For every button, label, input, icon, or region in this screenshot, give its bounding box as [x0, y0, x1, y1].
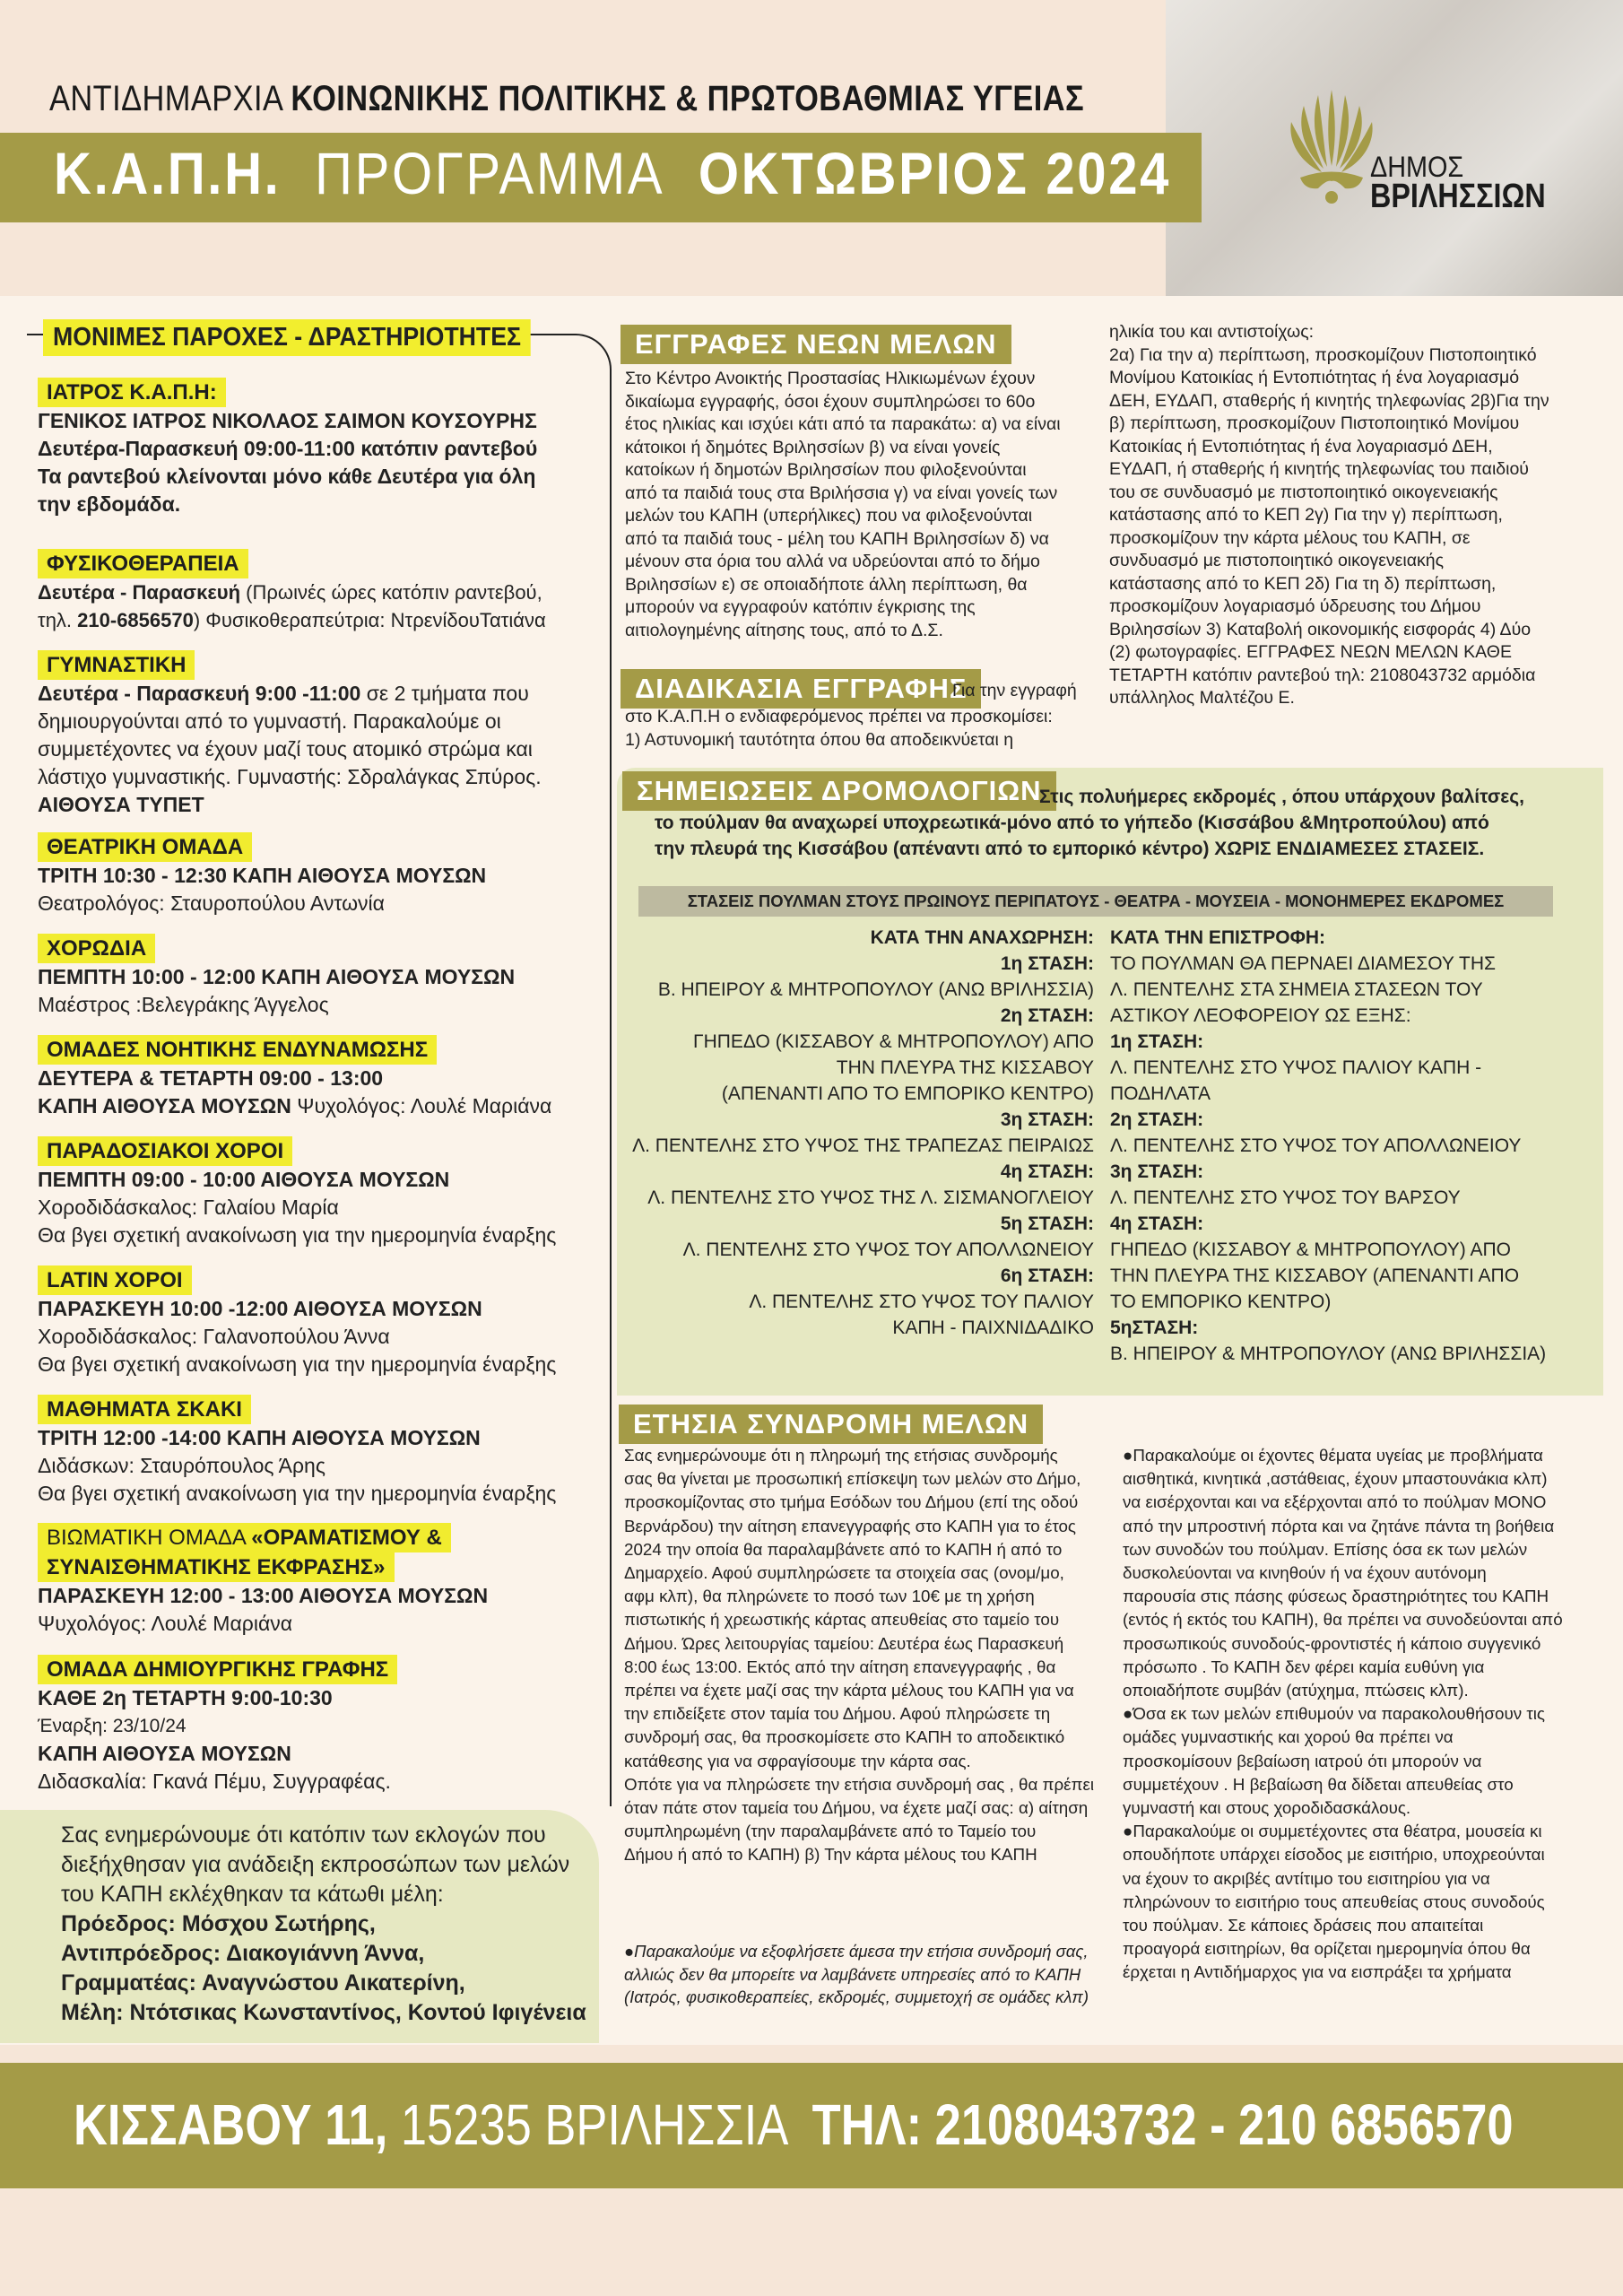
route-line: ΤΟ ΠΟΥΛΜΑΝ ΘΑ ΠΕΡΝΑΕΙ ΔΙΑΜΕΣΟΥ ΤΗΣ [1110, 953, 1496, 974]
text-line: ηλικία του και αντιστοίχως: [1109, 322, 1315, 342]
route-line: Λ. ΠΕΝΤΕΛΗΣ ΣΤΟ ΥΨΟΣ ΤΟΥ ΑΠΟΛΛΩΝΕΙΟΥ [1110, 1135, 1522, 1156]
writing-section: ΟΜΑΔΑ ΔΗΜΙΟΥΡΓΙΚΗΣ ΓΡΑΦΗΣ ΚΑΘΕ 2η ΤΕΤΑΡΤΗ 9:00-10:30 Έναρξη: 23/10/24 ΚΑΠΗ ΑΙΘΟΥΣΑ ΜΟΥΣΩΝ Διδασκαλία: Γκανά Πέμυ, Συγγραφέας. [38, 1655, 594, 1796]
header-subtitle: ΑΝΤΙΔΗΜΑΡΧΙΑ ΚΟΙΝΩΝΙΚΗΣ ΠΟΛΙΤΙΚΗΣ & ΠΡΩΤΟΒΑΘΜΙΑΣ ΥΓΕΙΑΣ [49, 79, 1085, 118]
text-line: ●Παρακαλούμε οι έχοντες θέματα υγείας με προβλήματα [1123, 1446, 1543, 1465]
text-line: κατάθεσης για να σφραγίσουμε την κάρτα σας. [624, 1751, 971, 1770]
text-line: κατάστασης από το ΚΕΠ 2γ) Για την γ) περίπτωση, [1109, 505, 1503, 525]
theatre-section: ΘΕΑΤΡΙΚΗ ΟΜΑΔΑ ΤΡΙΤΗ 10:30 - 12:30 ΚΑΠΗ ΑΙΘΟΥΣΑ ΜΟΥΣΩΝ Θεατρολόγος: Σταυροπούλου Αντωνία [38, 832, 594, 918]
doctor-note: Τα ραντεβού κλείνονται μόνο κάθε Δευτέρα για όλη [38, 465, 536, 488]
text-line: δικαίωμα εγγραφής, όσοι έχουν συμπληρώσει το 60ο [625, 391, 1036, 412]
fee-text [624, 1444, 1108, 1867]
route-line: 3η ΣΤΑΣΗ: [1110, 1161, 1204, 1182]
text-line: ΔΕΗ, ΕΥΔΑΠ, σταθερής ή κινητής τηλεφωνίας 2β)Για την [1109, 390, 1549, 411]
text-line: οποιαδήποτε συμβάν (ατύχημα, πτώσεις κλπ). [1123, 1681, 1469, 1700]
text-line: πρέπει να έχετε μαζί σας την κάρτα μέλους του ΚΑΠΗ για να [624, 1681, 1074, 1700]
doctor-title: ΙΑΤΡΟΣ Κ.Α.Π.Η: [38, 378, 226, 407]
text-line: 2024 την οποία θα παραλαμβάνετε από το ΚΑΠΗ ή από το [624, 1539, 1063, 1559]
route-line: 6η ΣΤΑΣΗ: [1000, 1265, 1094, 1286]
text-line: γυμναστή και στους χοροδιδασκάλους. [1123, 1798, 1411, 1818]
routes-heading: ΣΗΜΕΙΩΣΕΙΣ ΔΡΟΜΟΛΟΓΙΩΝ [622, 771, 1056, 811]
physio-title: ΦΥΣΙΚΟΘΕΡΑΠΕΙΑ [38, 549, 248, 578]
text-line: 2α) Για την α) περίπτωση, προσκομίζουν Πιστοποιητικό [1109, 344, 1537, 365]
text-line: Δημαρχείο. Αφού συμπληρώσετε τα στοιχεία σας (ονομ/μο, [624, 1563, 1064, 1583]
route-line: 4η ΣΤΑΣΗ: [1110, 1213, 1204, 1234]
logo-line1: ΔΗΜΟΣ [1370, 151, 1464, 183]
route-line: ΑΣΤΙΚΟΥ ΛΕΟΦΟΡΕΙΟΥ ΩΣ ΕΞΗΣ: [1110, 1005, 1411, 1026]
cognitive-section: ΟΜΑΔΕΣ ΝΟΗΤΙΚΗΣ ΕΝΔΥΝΑΜΩΣΗΣ ΔΕΥΤΕΡΑ & ΤΕΤΑΡΤΗ 09:00 - 13:00 ΚΑΠΗ ΑΙΘΟΥΣΑ ΜΟΥΣΩΝ Ψυχολόγος: Λουλέ Μαριάνα [38, 1035, 594, 1120]
return-stops [1110, 925, 1576, 1367]
text-line: (εντός ή εκτός του ΚΑΠΗ), θα πρέπει να συνοδεύονται από [1123, 1610, 1563, 1630]
text-line: συμμετέχουν . Η βεβαίωση θα δίδεται απευθείας στο [1123, 1774, 1514, 1794]
text-line: αιτιολογημένης αίτησης τους, από το Δ.Σ. [625, 620, 943, 640]
text-line: προσκομίσουν βεβαίωση ιατρού ότι μπορούν να [1123, 1751, 1482, 1770]
text-line: προσωπικούς συνοδούς-φροντιστές ή κάποιο συγγενικό [1123, 1633, 1541, 1653]
doctor-hours: Δευτέρα-Παρασκευή 09:00-11:00 κατόπιν ραντεβού [38, 437, 538, 460]
text-line: (Ιατρός, φυσικοθεραπείες, εκδρομές, συμμετοχή σε ομάδες κλπ) [624, 1987, 1089, 2006]
text-line: των συνοδών του πούλμαν. Επίσης όσα εκ των μελών [1123, 1539, 1528, 1559]
process-line2: στο Κ.Α.Π.Η ο ενδιαφερόμενος πρέπει να προσκομίσει: 1) Αστυνομική ταυτότητα όπου θα αποδεικνύεται η [625, 707, 1053, 750]
text-line: κάτοικοι ή δημότες Βριλησσίων β) να είναι γονείς [625, 437, 1001, 457]
text-line: υπάλληλος Μαλτέζου Ε. [1109, 688, 1295, 708]
text-line: Βερνάρδου) την αίτηση επανεγγραφής στο ΚΑΠΗ για το έτος [624, 1516, 1076, 1535]
left-heading: ΜΟΝΙΜΕΣ ΠΑΡΟΧΕΣ - ΔΡΑΣΤΗΡΙΟΤΗΤΕΣ [43, 319, 531, 356]
text-line: β) περίπτωση, προσκομίζουν Πιστοποιητικό Μονίμου [1109, 413, 1520, 433]
text-line: οπουδήποτε υπάρχει είσοδος με εισιτήριο, υποχρεούνται [1123, 1845, 1545, 1865]
text-line: πρόσωπο . Το ΚΑΠΗ δεν φέρει καμία ευθύνη για [1123, 1657, 1485, 1676]
stops-bar: ΣΤΑΣΕΙΣ ΠΟΥΛΜΑΝ ΣΤΟΥΣ ΠΡΩΙΝΟΥΣ ΠΕΡΙΠΑΤΟΥΣ - ΘΕΑΤΡΑ - ΜΟΥΣΕΙΑ - ΜΟΝΟΗΜΕΡΕΣ ΕΚΔΡΟΜΕΣ [638, 886, 1553, 917]
text-line: να εισέρχονται και να εξέρχονται από το πούλμαν ΜΟΝΟ [1123, 1492, 1547, 1512]
text-line: έρχεται η Αντιδήμαρχος για να εισπράξει τα χρήματα [1123, 1962, 1512, 1982]
text-line: προαγορά εισιτηρίων, θα ορίζεται ημερομηνία όπου θα [1123, 1939, 1531, 1959]
text-line: Βριλησσίων ε) σε οποιαδήποτε άλλη περίπτωση, θα [625, 574, 1028, 595]
process-intro: Για την εγγραφή [952, 681, 1077, 700]
route-line: ΓΗΠΕΔΟ (ΚΙΣΣΑΒΟΥ & ΜΗΤΡΟΠΟΥΛΟΥ) ΑΠΟ [1110, 1239, 1511, 1260]
doctor-note-2: την εβδομάδα. [38, 492, 181, 516]
physio-section: ΦΥΣΙΚΟΘΕΡΑΠΕΙΑ Δευτέρα - Παρασκευή (Πρωινές ώρες κατόπιν ραντεβού, τηλ. 210-6856570) Φυσικοθεραπεύτρια: ΝτρενίδουΤατιάνα [38, 549, 594, 634]
text-line: αφμ κλπ), θα πληρώνετε το ποσό των 10€ με τη χρήση [624, 1587, 1035, 1606]
route-line: Λ. ΠΕΝΤΕΛΗΣ ΣΤΟ ΥΨΟΣ ΤΗΣ ΤΡΑΠΕΖΑΣ ΠΕΙΡΑΙΩΣ [632, 1135, 1094, 1156]
latin-section: LATIN ΧΟΡΟΙ ΠΑΡΑΣΚΕΥΗ 10:00 -12:00 ΑΙΘΟΥΣΑ ΜΟΥΣΩΝ Χοροδιδάσκαλος: Γαλανοπούλου Άννα Θα βγει σχετική ανακοίνωση για την ημερομηνία έναρξης [38, 1265, 594, 1378]
text-line: από την μπροστινή πόρτα και να ζητάνε πάντα τη βοήθεια [1123, 1516, 1555, 1535]
page-title: Κ.Α.Π.Η. ΠΡΟΓΡΑΜΜΑ ΟΚΤΩΒΡΙΟΣ 2024 [54, 140, 1172, 206]
text-line: αισθητικά, κινητικά ,αστάθειας, έχουν μπαστουνάκια κλπ) [1123, 1469, 1548, 1489]
text-line: από τα παιδιά τους στα Βριλήσσια γ) να είναι γονείς των [625, 483, 1058, 503]
elections-text: Σας ενημερώνουμε ότι κατόπιν των εκλογών που διεξήχθησαν για ανάδειξη εκπροσώπων των μελών του ΚΑΠΗ εκλέχθηκαν τα κάτωθι μέλη: Πρόεδρος: Μόσχου Σωτήρης, Αντιπρόεδρος: Διακογιάννη Άννα, Γραμματέας: Αναγνώστου Αικατερίνη, Μέλη: Ντότσικας Κωνσταντίνος, Κοντού Ιφιγένεια [61, 1822, 586, 2025]
latin-title: LATIN ΧΟΡΟΙ [38, 1265, 192, 1295]
gym-title: ΓΥΜΝΑΣΤΙΚΗ [38, 650, 195, 680]
text-line: ομάδες γυμναστικής και χορού θα πρέπει να [1123, 1727, 1454, 1747]
route-line: Λ. ΠΕΝΤΕΛΗΣ ΣΤΟ ΥΨΟΣ ΤΗΣ Λ. ΣΙΣΜΑΝΟΓΛΕΙΟΥ [647, 1187, 1094, 1208]
text-line: κατάστασης από το ΚΕΠ 2δ) Για τη δ) περίπτωση, [1109, 573, 1497, 594]
text-line: Στο Κέντρο Ανοικτής Προστασίας Ηλικιωμένων έχουν [625, 369, 1036, 388]
fee-italic-note [624, 1940, 1108, 2009]
traditional-title: ΠΑΡΑΔΟΣΙΑΚΟΙ ΧΟΡΟΙ [38, 1136, 292, 1166]
theatre-title: ΘΕΑΤΡΙΚΗ ΟΜΑΔΑ [38, 832, 252, 862]
doctor-section [38, 378, 594, 518]
text-line: (2) φωτογραφίες. ΕΓΓΡΑΦΕΣ ΝΕΩΝ ΜΕΛΩΝ ΚΑΘΕ [1109, 642, 1512, 662]
text-line: Βριλησσίων 3) Καταβολή οικονομικής εισφοράς 4) Δύο [1109, 619, 1532, 639]
route-line: Λ. ΠΕΝΤΕΛΗΣ ΣΤΟ ΥΨΟΣ ΤΟΥ ΑΠΟΛΛΩΝΕΙΟΥ [682, 1239, 1094, 1260]
text-line: αλλιώς δεν θα μπορείτε να λαμβάνετε υπηρεσίες από το ΚΑΠΗ [624, 1964, 1081, 1984]
route-line: 4η ΣΤΑΣΗ: [1000, 1161, 1094, 1182]
route-line: Λ. ΠΕΝΤΕΛΗΣ ΣΤΑ ΣΗΜΕΙΑ ΣΤΑΣΕΩΝ ΤΟΥ [1110, 979, 1483, 1000]
route-line: Λ. ΠΕΝΤΕΛΗΣ ΣΤΟ ΥΨΟΣ ΤΟΥ ΒΑΡΣΟΥ [1110, 1187, 1461, 1208]
text-line: ●Όσα εκ των μελών επιθυμούν να παρακολουθήσουν τις [1123, 1704, 1545, 1724]
dimos-logo [1255, 81, 1578, 224]
route-line: ΤΗΝ ΠΛΕΥΡΑ ΤΗΣ ΚΙΣΣΑΒΟΥ (ΑΠΕΝΑΝΤΙ ΑΠΟ [1110, 1265, 1520, 1286]
text-line: προσκομίζουν την κάρτα μέλους του ΚΑΠΗ, σε [1109, 527, 1471, 548]
route-line: (ΑΠΕΝΑΝΤΙ ΑΠΟ ΤΟ ΕΜΠΟΡΙΚΟ ΚΕΝΤΡΟ) [721, 1083, 1094, 1104]
text-line: συνδρομή σας, θα προσκομίσετε στο ΚΑΠΗ το αποδεικτικό [624, 1727, 1065, 1747]
route-line: Β. ΗΠΕΙΡΟΥ & ΜΗΤΡΟΠΟΥΛΟΥ (ΑΝΩ ΒΡΙΛΗΣΣΙΑ) [1110, 1344, 1547, 1364]
text-line: έτος ηλικίας και ισχύει κάτι από τα παρακάτω: α) να είναι [625, 414, 1061, 434]
text-line: Δήμου ή από το ΚΑΠΗ) β) Την κάρτα μέλους του ΚΑΠΗ [624, 1845, 1037, 1865]
text-line: προσκομίζοντας στο τμήμα Εσόδων του Δήμου (επί της οδού [624, 1492, 1079, 1512]
choir-section: ΧΟΡΩΔΙΑ ΠΕΜΠΤΗ 10:00 - 12:00 ΚΑΠΗ ΑΙΘΟΥΣΑ ΜΟΥΣΩΝ Μαέστρος :Βελεγράκης Άγγελος [38, 934, 594, 1019]
text-line: Σας ενημερώνουμε ότι η πληρωμή της ετήσιας συνδρομής [624, 1446, 1058, 1465]
experiential-title-2: ΣΥΝΑΙΣΘΗΜΑΤΙΚΗΣ ΕΚΦΡΑΣΗΣ» [38, 1552, 395, 1582]
text-line: να έχουν το ακριβές αντίτιμο του εισιτηρίου για να [1123, 1868, 1490, 1888]
route-line: 3η ΣΤΑΣΗ: [1000, 1109, 1094, 1130]
text-line: κατοίκων ή δημοτών Βριλησσίων που φιλοξενούνται [625, 460, 1027, 480]
experiential-title: ΒΙΩΜΑΤΙΚΗ ΟΜΑΔΑ «ΟΡΑΜΑΤΙΣΜΟΥ & [38, 1523, 451, 1552]
route-line: 1η ΣΤΑΣΗ: [1110, 1031, 1204, 1052]
gym-section: ΓΥΜΝΑΣΤΙΚΗ Δευτέρα - Παρασκευή 9:00 -11:00 σε 2 τμήματα που δημιουργούνται από το γυμναστή. Παρακαλούμε οι συμμετέχοντες να έχουν μαζί τους ατομικό στρώμα και λάστιχο γυμναστικής. Γυμναστής: Σδραλάγκας Σπύρος. ΑΙΘΟΥΣΑ ΤΥΠΕΤ [38, 650, 594, 819]
departure-stops [619, 925, 1094, 1341]
registration-right-text [1109, 321, 1575, 710]
text-line: Οπότε για να πληρώσετε την ετήσια συνδρομή σας , θα πρέπει [624, 1774, 1095, 1794]
route-line: 1η ΣΤΑΣΗ: [1000, 953, 1094, 974]
text-line: πιστωτικής ή χρεωστικής κάρτας απευθείας στο ταμείο του [624, 1610, 1060, 1630]
text-line: Κατοικίας ή Εντοπιότητας ή ένα λογαριασμό ΔΕΗ, [1109, 436, 1493, 457]
experiential-section: ΒΙΩΜΑΤΙΚΗ ΟΜΑΔΑ «ΟΡΑΜΑΤΙΣΜΟΥ & ΣΥΝΑΙΣΘΗΜΑΤΙΚΗΣ ΕΚΦΡΑΣΗΣ» ΠΑΡΑΣΚΕΥΗ 12:00 - 13:00 ΑΙΘΟΥΣΑ ΜΟΥΣΩΝ Ψυχολόγος: Λουλέ Μαριάνα [38, 1523, 594, 1638]
route-line: Β. ΗΠΕΙΡΟΥ & ΜΗΤΡΟΠΟΥΛΟΥ (ΑΝΩ ΒΡΙΛΗΣΣΙΑ) [657, 979, 1094, 1000]
route-line: 5ηΣΤΑΣΗ: [1110, 1318, 1199, 1338]
text-line: μελών του ΚΑΠΗ (υπερήλικες) που να φιλοξενούνται [625, 506, 1033, 526]
cognitive-title: ΟΜΑΔΕΣ ΝΟΗΤΙΚΗΣ ΕΝΔΥΝΑΜΩΣΗΣ [38, 1035, 437, 1065]
chess-title: ΜΑΘΗΜΑΤΑ ΣΚΑΚΙ [38, 1395, 251, 1424]
text-line: Δήμου. Ώρες λειτουργίας ταμείου: Δευτέρα έως Παρασκευή [624, 1633, 1064, 1653]
text-line: παρουσία στις πάσης φύσεως δραστηριότητες του ΚΑΠΗ [1123, 1587, 1549, 1606]
route-line: Λ. ΠΕΝΤΕΛΗΣ ΣΤΟ ΥΨΟΣ ΤΟΥ ΠΑΛΙΟΥ [749, 1292, 1094, 1312]
route-line: ΓΗΠΕΔΟ (ΚΙΣΣΑΒΟΥ & ΜΗΤΡΟΠΟΥΛΟΥ) ΑΠΟ [693, 1031, 1094, 1052]
route-line: Λ. ΠΕΝΤΕΛΗΣ ΣΤΟ ΥΨΟΣ ΠΑΛΙΟΥ ΚΑΠΗ - [1110, 1057, 1482, 1078]
text-line: την επιδείξετε στον ταμία του Δήμου. Αφού πληρώσετε τη [624, 1704, 1051, 1724]
text-line: ΤΕΤΑΡΤΗ κατόπιν ραντεβού τηλ: 2108043732 αρμόδια [1109, 665, 1536, 685]
text-line: δυσκολεύονται να κινηθούν ή να έχουν αυτόνομη [1123, 1563, 1487, 1583]
text-line: του σε συνδυασμό με πιστοποιητικό οικογενειακής [1109, 482, 1498, 502]
text-line: όταν πάτε στον ταμεία του Δήμου, να έχετε μαζί σας: α) αίτηση [624, 1798, 1089, 1818]
choir-title: ΧΟΡΩΔΙΑ [38, 934, 155, 963]
fee-heading: ΕΤΗΣΙΑ ΣΥΝΔΡΟΜΗ ΜΕΛΩΝ [619, 1405, 1043, 1444]
route-line: 5η ΣΤΑΣΗ: [1000, 1213, 1094, 1234]
fee-right-text [1123, 1444, 1589, 1985]
registration-heading: ΕΓΓΡΑΦΕΣ ΝΕΩΝ ΜΕΛΩΝ [621, 325, 1011, 364]
text-line: Μονίμου Κατοικίας ή Εντοπιότητας ή ένα λογαριασμό [1109, 368, 1520, 387]
text-line: ●Παρακαλούμε να εξοφλήσετε άμεσα την ετήσια συνδρομή σας, [624, 1942, 1089, 1961]
text-line: ●Παρακαλούμε οι συμμετέχοντες στα θέατρα, μουσεία κι [1123, 1822, 1542, 1841]
text-line: συμπληρωμένη (την παραλαμβάνετε από το Ταμείο του [624, 1822, 1037, 1841]
route-line: ΤΟ ΕΜΠΟΡΙΚΟ ΚΕΝΤΡΟ) [1110, 1292, 1332, 1312]
text-line: μένουν στα όρια του αλλά να υδρεύονται από το δήμο [625, 552, 1040, 571]
route-line: 2η ΣΤΑΣΗ: [1110, 1109, 1204, 1130]
text-line: προσκομίζουν λογαριασμό ύδρευσης του Δήμου [1109, 596, 1481, 616]
text-line: σας θα γίνεται με προσωπική επίσκεψη των μελών στο Δήμο, [624, 1469, 1081, 1489]
route-line: ΤΗΝ ΠΛΕΥΡΑ ΤΗΣ ΚΙΣΣΑΒΟΥ [836, 1057, 1094, 1078]
writing-title: ΟΜΑΔΑ ΔΗΜΙΟΥΡΓΙΚΗΣ ΓΡΑΦΗΣ [38, 1655, 397, 1684]
route-line: ΚΑΤΑ ΤΗΝ ΑΝΑΧΩΡΗΣΗ: [870, 927, 1094, 948]
routes-note: Στις πολυήμερες εκδρομές , όπου υπάρχουν βαλίτσες, το πούλμαν θα αναχωρεί υποχρεωτικά-μόνο από το γήπεδο (Κισσάβου &Μητροπούλου) από την πλευρά της Κισσάβου (απέναντι από το εμπορικό κέντρο) ΧΩΡΙΣ ΕΝΔΙΑΜΕΣΕΣ ΣΤΑΣΕΙΣ. [655, 787, 1524, 859]
route-line: ΠΟΔΗΛΑΤΑ [1110, 1083, 1211, 1104]
text-line: ΕΥΔΑΠ, ή σταθερής ή κινητής τηλεφωνίας του παιδιού [1109, 459, 1529, 479]
process-heading: ΔΙΑΔΙΚΑΣΙΑ ΕΓΓΡΑΦΗΣ [621, 669, 981, 709]
text-line: 8:00 έως 13:00. Εκτός από την αίτηση επανεγγραφής , θα [624, 1657, 1056, 1676]
route-line: ΚΑΠΗ - ΠΑΙΧΝΙΔΑΔΙΚΟ [892, 1318, 1094, 1338]
route-line: 2η ΣΤΑΣΗ: [1000, 1005, 1094, 1026]
logo-line2: ΒΡΙΛΗΣΣΙΩΝ [1370, 178, 1546, 215]
text-line: μπορούν να εγγραφούν κατόπιν έγκρισης της [625, 597, 976, 617]
footer-contact: ΚΙΣΣΑΒΟΥ 11, 15235 ΒΡΙΛΗΣΣΙΑ ΤΗΛ: 2108043732 - 210 6856570 [74, 2092, 1514, 2157]
route-line: ΚΑΤΑ ΤΗΝ ΕΠΙΣΤΡΟΦΗ: [1110, 927, 1326, 948]
text-line: του πούλμαν. Σε κάποιες δράσεις που απαιτείται [1123, 1916, 1484, 1935]
text-line: πληρώνουν το εισιτήριο τους απευθείας στους συνοδούς [1123, 1892, 1545, 1911]
doctor-name: ΓΕΝΙΚΟΣ ΙΑΤΡΟΣ ΝΙΚΟΛΑΟΣ ΣΑΙΜΟΝ ΚΟΥΣΟΥΡΗΣ [38, 409, 537, 432]
chess-section: ΜΑΘΗΜΑΤΑ ΣΚΑΚΙ ΤΡΙΤΗ 12:00 -14:00 ΚΑΠΗ ΑΙΘΟΥΣΑ ΜΟΥΣΩΝ Διδάσκων: Σταυρόπουλος Άρης Θα βγει σχετική ανακοίνωση για την ημερομηνία έναρξης [38, 1395, 594, 1508]
text-line: από τα παιδιά τους - μέλη του ΚΑΠΗ Βριλησσίων δ) να [625, 528, 1049, 549]
traditional-section: ΠΑΡΑΔΟΣΙΑΚΟΙ ΧΟΡΟΙ ΠΕΜΠΤΗ 09:00 - 10:00 ΑΙΘΟΥΣΑ ΜΟΥΣΩΝ Χοροδιδάσκαλος: Γαλαίου Μαρία Θα βγει σχετική ανακοίνωση για την ημερομηνία έναρξης [38, 1136, 594, 1249]
text-line: συνδυασμό με πιστοποιητικό οικογενειακής [1109, 551, 1444, 570]
registration-text [625, 368, 1091, 642]
